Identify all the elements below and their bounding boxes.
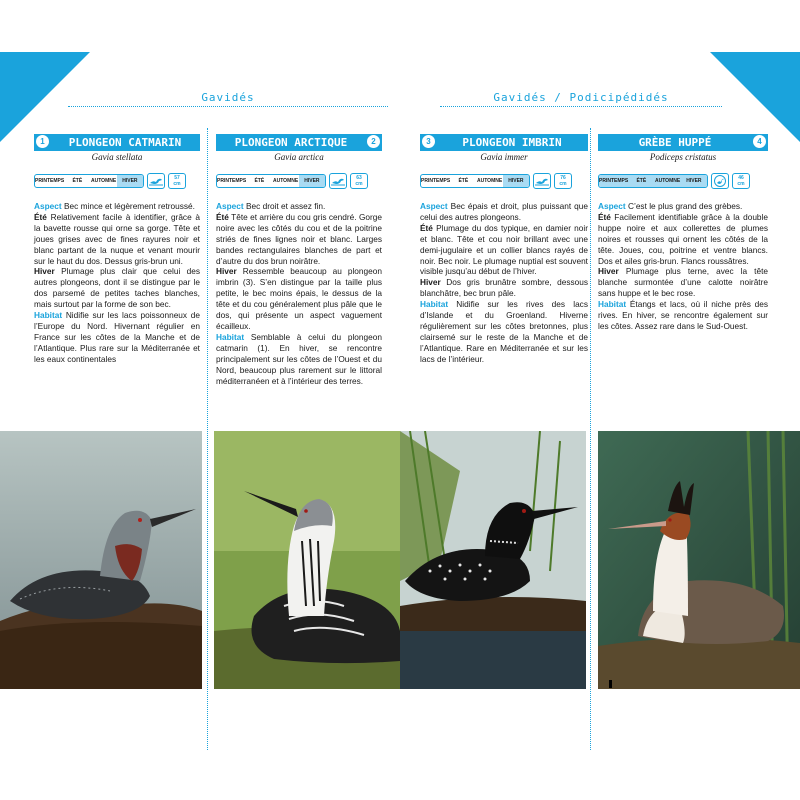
species-title-bar xyxy=(420,134,588,151)
bird-swimming-icon xyxy=(533,173,551,189)
aspect-label: Aspect xyxy=(216,201,244,211)
size-unit: cm xyxy=(355,181,363,187)
ete-text: Tête et arrière du cou gris cendré. Gorge noire avec les côtés du cou et de la poitrine striés de fines lignes noir et blanc. Larges bandes rectangulaires blanches de part et d’autre du dos brun noirâtre. xyxy=(216,211,383,266)
species-entry-grebe-huppe xyxy=(598,134,768,430)
hiver-label: Hiver xyxy=(34,266,55,277)
latin-name: Gavia stellata xyxy=(91,152,143,162)
size-value: 57 xyxy=(174,175,180,181)
habitat-label: Habitat xyxy=(216,331,245,342)
aspect-label: Aspect xyxy=(598,201,626,211)
size-unit: cm xyxy=(559,181,567,187)
season-automne: AUTOMNE xyxy=(654,175,680,187)
season-bar xyxy=(216,172,382,190)
size-value: 46 xyxy=(738,175,744,181)
season-ete: ÉTÉ xyxy=(72,178,83,184)
latin-name: Gavia arctica xyxy=(274,152,324,162)
species-title-bar xyxy=(216,134,382,151)
season-printemps: PRINTEMPS xyxy=(421,178,451,184)
species-description xyxy=(420,201,588,365)
hiver-text: Ressemble beaucoup au plongeon imbrin (3). S’en distingue par la taille plus petite, le bec moins épais, le dessus de la tête et du cou généralement plus pâle que le dos, qui présente un aspect vaguement écailleux. xyxy=(216,266,382,331)
season-ete: ÉTÉ xyxy=(458,178,469,184)
species-entry-imbrin xyxy=(420,134,588,430)
photo-plongeon-imbrin xyxy=(400,431,586,689)
species-entry-catmarin xyxy=(34,134,200,430)
species-title-bar xyxy=(34,134,200,151)
hiver-label: Hiver xyxy=(598,266,619,277)
season-ete: ÉTÉ xyxy=(628,175,654,187)
season-hiver: HIVER xyxy=(681,175,707,187)
hiver-label: Hiver xyxy=(216,266,237,277)
ete-label: Été xyxy=(34,211,47,222)
latin-name: Gavia immer xyxy=(480,152,528,162)
season-calendar xyxy=(420,174,530,188)
species-number: 3 xyxy=(421,134,436,149)
season-printemps: PRINTEMPS xyxy=(35,178,65,184)
size-value: 76 xyxy=(560,175,566,181)
habitat-text: Nidifie sur les lacs poissonneux de l’Europe du Nord. Hivernant régulier en France sur les côtes de la Manche et de l’Atlantique. Plus rare sur la Méditerranée et les eaux continentales xyxy=(34,310,200,364)
ete-label: Été xyxy=(216,211,229,222)
left-header-rule xyxy=(68,106,388,107)
grebe-icon xyxy=(711,173,729,189)
hiver-text: Dos gris brunâtre sombre, dessous blanchâtre, bec brun pâle. xyxy=(420,277,588,299)
species-title-bar xyxy=(598,134,768,151)
size-unit: cm xyxy=(173,181,181,187)
size-badge xyxy=(350,173,368,189)
species-number: 4 xyxy=(752,134,767,149)
aspect-label: Aspect xyxy=(420,201,448,211)
right-header-rule xyxy=(440,106,722,107)
size-badge xyxy=(554,173,572,189)
photo-plongeon-arctique xyxy=(214,431,400,689)
aspect-text: C’est le plus grand des grèbes. xyxy=(627,201,743,211)
species-number: 2 xyxy=(366,134,381,149)
hiver-label: Hiver xyxy=(420,277,441,288)
season-calendar xyxy=(598,174,708,188)
ete-text: Plumage du dos typique, en damier noir et blanc. Tête et cou noir brillant avec une demi-jugulaire et un collier blancs rayés de noir. Bec noir. Le plumage nuptial est souvent visible jusqu’au début de l’hiver. xyxy=(420,222,588,277)
ete-label: Été xyxy=(420,222,433,233)
habitat-text: Semblable à celui du plongeon catmarin (1). En hiver, se rencontre principalement sur les côtes de l’Ouest et du Nord, beaucoup plus rarement sur le littoral méditerranéen et à l’intérieur des terres. xyxy=(216,331,382,386)
ete-text: Relativement facile à identifier, grâce à la bavette rousse qui orne sa gorge. Tête et joues grises avec de fines rayures noir et blanc partant de la nuque et venant mourir sur le haut du dos. Dessus gris-brun uni. xyxy=(34,211,200,266)
aspect-label: Aspect xyxy=(34,201,62,211)
latin-name: Podiceps cristatus xyxy=(649,152,717,162)
hiver-text: Plumage plus clair que celui des autres plongeons, dont il se distingue par le dos parsemé de petites taches blanches, mais surtout par la forme de son bec. xyxy=(34,266,200,310)
species-number: 1 xyxy=(35,134,50,149)
species-description xyxy=(216,201,382,386)
habitat-label: Habitat xyxy=(420,299,449,310)
season-bar xyxy=(34,172,200,190)
photo-plongeon-catmarin xyxy=(0,431,202,689)
column-divider xyxy=(590,128,591,750)
right-running-title: Gavidés / Podicipédidés xyxy=(493,91,669,104)
season-hiver: HIVER xyxy=(117,175,143,187)
species-name: PLONGEON ARCTIQUE xyxy=(234,136,348,149)
species-entry-arctique xyxy=(216,134,382,430)
species-name: GRÈBE HUPPÉ xyxy=(638,136,712,149)
season-ete: ÉTÉ xyxy=(254,178,265,184)
aspect-text: Bec mince et légèrement retroussé. xyxy=(63,201,195,211)
bird-swimming-icon xyxy=(147,173,165,189)
species-name: PLONGEON IMBRIN xyxy=(462,136,562,149)
season-bar xyxy=(598,172,768,190)
photo-grebe-huppe xyxy=(598,431,800,689)
habitat-text: Étangs et lacs, où il niche près des rives. En hiver, se rencontre également sur les côtes. Assez rare dans le Sud-Ouest. xyxy=(598,299,768,331)
species-description xyxy=(598,201,768,332)
season-automne: AUTOMNE xyxy=(477,178,503,184)
species-name: PLONGEON CATMARIN xyxy=(68,136,182,149)
ete-text: Facilement identifiable grâce à la double huppe noire et aux collerettes de plumes noires et rousses qui ornent les côtés de la tête. Joues, cou, poitrine et ventre blancs. Dos et ailes gris-brun. Flancs roussâtres. xyxy=(598,211,769,266)
season-printemps: PRINTEMPS xyxy=(599,175,628,187)
ete-label: Été xyxy=(598,211,611,222)
season-bar xyxy=(420,172,588,190)
habitat-text: Nidifie sur les rives des lacs d’Islande et du Groenland. Hiverne régulièrement sur les côtes bretonnes, plus clairsemé sur le reste de la Manche et de l’Atlantique. Rare en Méditerranée et sur les lacs de l’intérieur. xyxy=(420,299,588,364)
season-hiver: HIVER xyxy=(299,175,325,187)
season-hiver: HIVER xyxy=(503,175,529,187)
right-corner-tab xyxy=(710,52,800,142)
habitat-label: Habitat xyxy=(34,310,63,321)
season-calendar xyxy=(216,174,326,188)
size-value: 63 xyxy=(356,175,362,181)
left-running-title: Gavidés xyxy=(201,91,255,104)
bird-swimming-icon xyxy=(329,173,347,189)
season-calendar xyxy=(34,174,144,188)
season-automne: AUTOMNE xyxy=(91,178,117,184)
hiver-text: Plumage plus terne, avec la tête blanche surmontée d’une calotte noirâtre sans huppe et le bec rose. xyxy=(598,266,769,299)
season-automne: AUTOMNE xyxy=(273,178,299,184)
size-unit: cm xyxy=(737,181,745,187)
habitat-label: Habitat xyxy=(598,299,627,310)
page-marker xyxy=(609,680,612,688)
season-printemps: PRINTEMPS xyxy=(217,178,247,184)
column-divider xyxy=(207,128,208,750)
size-badge xyxy=(732,173,750,189)
species-description xyxy=(34,201,200,365)
aspect-text: Bec épais et droit, plus puissant que celui des autres plongeons. xyxy=(420,201,588,222)
aspect-text: Bec droit et assez fin. xyxy=(245,201,326,211)
size-badge xyxy=(168,173,186,189)
